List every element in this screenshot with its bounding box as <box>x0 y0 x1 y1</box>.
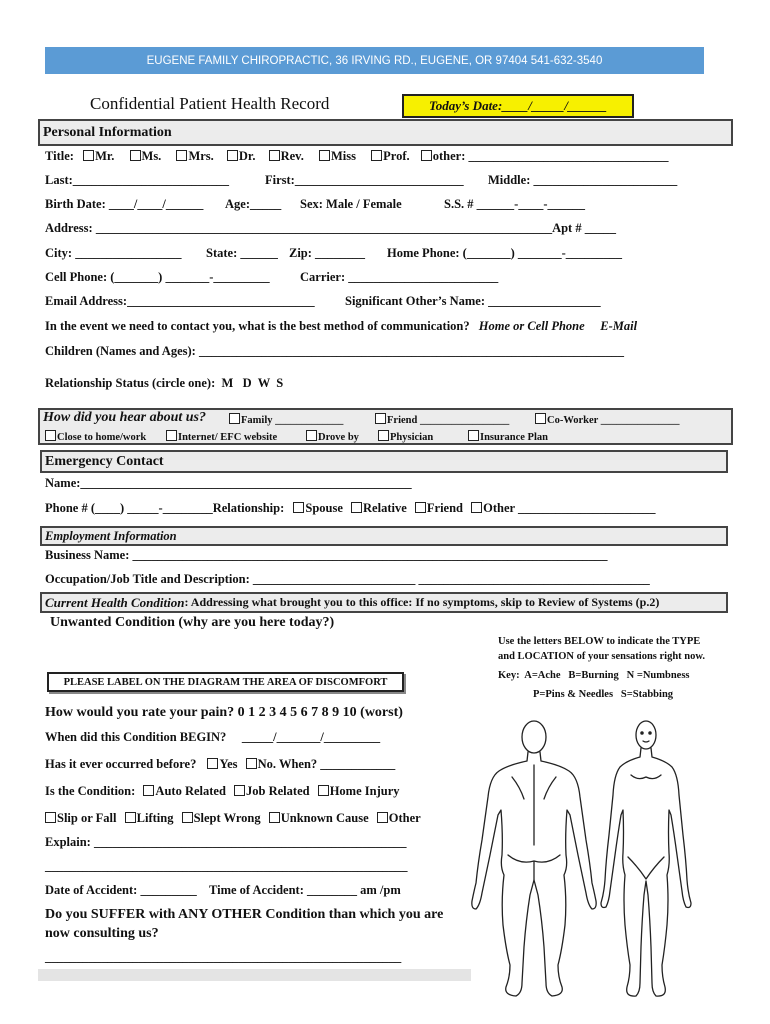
title-label: Title: <box>45 149 74 163</box>
checkbox-slip-or-fall[interactable] <box>45 812 56 823</box>
option-label: Unknown Cause <box>280 811 369 825</box>
option-label: Home Injury <box>329 784 400 798</box>
checkbox-job-related[interactable] <box>234 785 245 796</box>
option-label: Miss <box>330 149 356 163</box>
ssn-field[interactable]: S.S. # ______-____-______ <box>444 197 585 211</box>
checkbox-mrs[interactable] <box>176 150 187 161</box>
checkbox-close-to-home[interactable] <box>45 430 56 441</box>
other-title-field[interactable]: other: ________________________________ <box>432 149 669 163</box>
address-field[interactable]: Address: _________________________________________________________________________Apt # _____ <box>45 221 616 235</box>
cause-row <box>45 811 421 826</box>
page-title: Confidential Patient Health Record <box>90 94 330 113</box>
referral-drove-by[interactable] <box>306 430 359 443</box>
option-label: Spouse <box>305 501 343 515</box>
checkbox-home-injury[interactable] <box>318 785 329 796</box>
clinic-banner: EUGENE FAMILY CHIROPRACTIC, 36 IRVING RD., EUGENE, OR 97404 541-632-3540 <box>45 47 704 74</box>
age-field[interactable]: Age:_____ <box>225 197 282 211</box>
checkbox-insurance[interactable] <box>468 430 479 441</box>
title-row <box>45 149 668 164</box>
option-label: Dr. <box>238 149 256 163</box>
section-personal-information <box>38 119 733 146</box>
condition-label: Is the Condition: <box>45 784 136 798</box>
city-field[interactable]: City: _________________ <box>45 246 182 260</box>
checkbox-physician[interactable] <box>378 430 389 441</box>
checkbox-relative[interactable] <box>351 502 362 513</box>
cell-phone-field[interactable]: Cell Phone: (_______) _______-_________ <box>45 270 270 284</box>
checkbox-slept-wrong[interactable] <box>182 812 193 823</box>
state-field[interactable]: State: ______ <box>206 246 278 260</box>
emergency-phone-row <box>45 501 655 516</box>
significant-other-field[interactable]: Significant Other’s Name: __________________ <box>345 294 601 308</box>
checkbox-coworker[interactable] <box>535 413 546 424</box>
checkbox-ms[interactable] <box>130 150 141 161</box>
option-label: Rev. <box>280 149 304 163</box>
condition-begin-field[interactable]: When did this Condition BEGIN? _____/_______/_________ <box>45 730 381 744</box>
footer-bar <box>38 969 471 981</box>
section-current-health <box>40 592 728 613</box>
checkbox-rev[interactable] <box>269 150 280 161</box>
option-label: Physician <box>390 432 434 443</box>
checkbox-other-emergency[interactable] <box>471 502 482 513</box>
section-heading: Emergency Contact <box>45 453 164 469</box>
checkbox-friend[interactable] <box>375 413 386 424</box>
children-field[interactable]: Children (Names and Ages): ____________________________________________________________________ <box>45 344 624 358</box>
checkbox-prof[interactable] <box>371 150 382 161</box>
checkbox-auto-related[interactable] <box>143 785 154 796</box>
section-subheading: : Addressing what brought you to this office: If no symptoms, skip to Review of Systems (p.2) <box>184 595 660 609</box>
option-label: Prof. <box>383 149 410 163</box>
letters-note: and LOCATION of your sensations right now. <box>498 651 706 662</box>
section-emergency-contact <box>40 450 728 473</box>
option-label: Mr. <box>95 149 115 163</box>
business-name-field[interactable]: Business Name: ____________________________________________________________________________ <box>45 548 608 562</box>
option-label: Ms. <box>141 149 162 163</box>
checkbox-other-cause[interactable] <box>377 812 388 823</box>
letters-note: Use the letters BELOW to indicate the TYPE <box>498 636 701 647</box>
checkbox-dr[interactable] <box>227 150 238 161</box>
option-label: Lifting <box>136 811 174 825</box>
sensation-key: P=Pins & Needles S=Stabbing <box>533 689 674 700</box>
middle-name-field[interactable]: Middle: _______________________ <box>488 173 678 187</box>
section-heading: Current Health Condition <box>45 594 185 610</box>
diagram-instruction: PLEASE LABEL ON THE DIAGRAM THE AREA OF DISCOMFORT <box>47 672 404 692</box>
section-heading: Personal Information <box>43 124 172 140</box>
body-diagram-front-icon[interactable] <box>596 715 696 1005</box>
checkbox-miss[interactable] <box>319 150 330 161</box>
last-name-field[interactable]: Last:_________________________ <box>45 173 230 187</box>
checkbox-friend-emergency[interactable] <box>415 502 426 513</box>
condition-type-row <box>45 784 400 799</box>
occurred-before-row <box>45 757 395 772</box>
referral-heading: How did you hear about us? <box>43 410 206 425</box>
option-label: Auto Related <box>155 784 226 798</box>
checkbox-internet[interactable] <box>166 430 177 441</box>
option-label: Family _____________ <box>241 415 344 426</box>
option-label: Mrs. <box>188 149 214 163</box>
todays-date-field[interactable]: Today’s Date:____/_____/______ <box>402 94 634 118</box>
when-field[interactable]: No. When? ____________ <box>257 757 396 771</box>
birth-date-field[interactable]: Birth Date: ____/____/______ <box>45 197 204 211</box>
explain-line[interactable]: __________________________________________________________ <box>45 859 408 873</box>
section-heading: Employment Information <box>45 528 177 543</box>
option-label: Other <box>388 811 421 825</box>
checkbox-yes[interactable] <box>207 758 218 769</box>
option-label: Friend _________________ <box>387 415 510 426</box>
checkbox-mr[interactable] <box>83 150 94 161</box>
pain-rating-scale[interactable]: How would you rate your pain? 0 1 2 3 4 5 6 7 8 9 10 (worst) <box>45 705 403 720</box>
referral-physician[interactable] <box>378 430 433 443</box>
referral-internet[interactable] <box>166 430 277 443</box>
option-label: Drove by <box>318 432 359 443</box>
occurred-label: Has it ever occurred before? <box>45 757 197 771</box>
referral-friend[interactable] <box>375 413 509 426</box>
option-label: Job Related <box>246 784 310 798</box>
checkbox-family[interactable] <box>229 413 240 424</box>
home-phone-field[interactable]: Home Phone: (_______) _______-_________ <box>387 246 623 260</box>
other-relationship-field[interactable]: Other ______________________ <box>483 501 656 515</box>
sex-field[interactable]: Sex: Male / Female <box>300 197 402 211</box>
checkbox-unknown-cause[interactable] <box>269 812 280 823</box>
other-condition-field[interactable]: _________________________________________________________ <box>45 950 402 964</box>
checkbox-other[interactable] <box>421 150 432 161</box>
accident-date-time-field[interactable]: Date of Accident: _________ Time of Accident: ________ am /pm <box>45 883 401 897</box>
email-field[interactable]: Email Address:______________________________ <box>45 294 315 308</box>
option-label: Slept Wrong <box>193 811 261 825</box>
checkbox-no[interactable] <box>246 758 257 769</box>
option-label: Friend <box>426 501 463 515</box>
referral-family[interactable] <box>229 413 343 426</box>
referral-insurance[interactable] <box>468 430 548 443</box>
option-label: Internet/ EFC website <box>178 432 278 443</box>
option-label: Insurance Plan <box>480 432 548 443</box>
checkbox-spouse[interactable] <box>293 502 304 513</box>
option-label: Relative <box>363 501 407 515</box>
other-condition-question: Do you SUFFER with ANY OTHER Condition than which you are <box>45 907 444 922</box>
emergency-name-field[interactable]: Name:_____________________________________________________ <box>45 476 412 490</box>
emergency-phone-field[interactable]: Phone # (____) _____-________Relationship: <box>45 501 285 515</box>
option-label: Co-Worker _______________ <box>547 415 680 426</box>
contact-method-options[interactable]: Home or Cell Phone E-Mail <box>478 319 638 333</box>
option-label: Slip or Fall <box>57 811 117 825</box>
sensation-key: Key: A=Ache B=Burning N =Numbness <box>498 670 690 681</box>
referral-close-to-home[interactable] <box>45 430 146 443</box>
first-name-field[interactable]: First:___________________________ <box>265 173 464 187</box>
section-employment <box>40 526 728 546</box>
contact-method-row <box>45 319 637 334</box>
option-label: Yes <box>219 757 238 771</box>
zip-field[interactable]: Zip: ________ <box>289 246 366 260</box>
option-label: Close to home/work <box>57 432 147 443</box>
checkbox-lifting[interactable] <box>125 812 136 823</box>
contact-method-question: In the event we need to contact you, what is the best method of communication? <box>45 319 470 333</box>
other-condition-question: now consulting us? <box>45 926 159 941</box>
body-diagram-back-icon[interactable] <box>468 715 600 1005</box>
checkbox-drove-by[interactable] <box>306 430 317 441</box>
explain-field[interactable]: Explain: __________________________________________________ <box>45 835 407 849</box>
carrier-field[interactable]: Carrier: ________________________ <box>300 270 499 284</box>
unwanted-condition-heading: Unwanted Condition (why are you here today?) <box>50 615 335 630</box>
relationship-status[interactable]: Relationship Status (circle one): M D W S <box>45 376 284 390</box>
occupation-field[interactable]: Occupation/Job Title and Description: __________________________ _____________________________________ <box>45 572 650 586</box>
referral-coworker[interactable] <box>535 413 680 426</box>
